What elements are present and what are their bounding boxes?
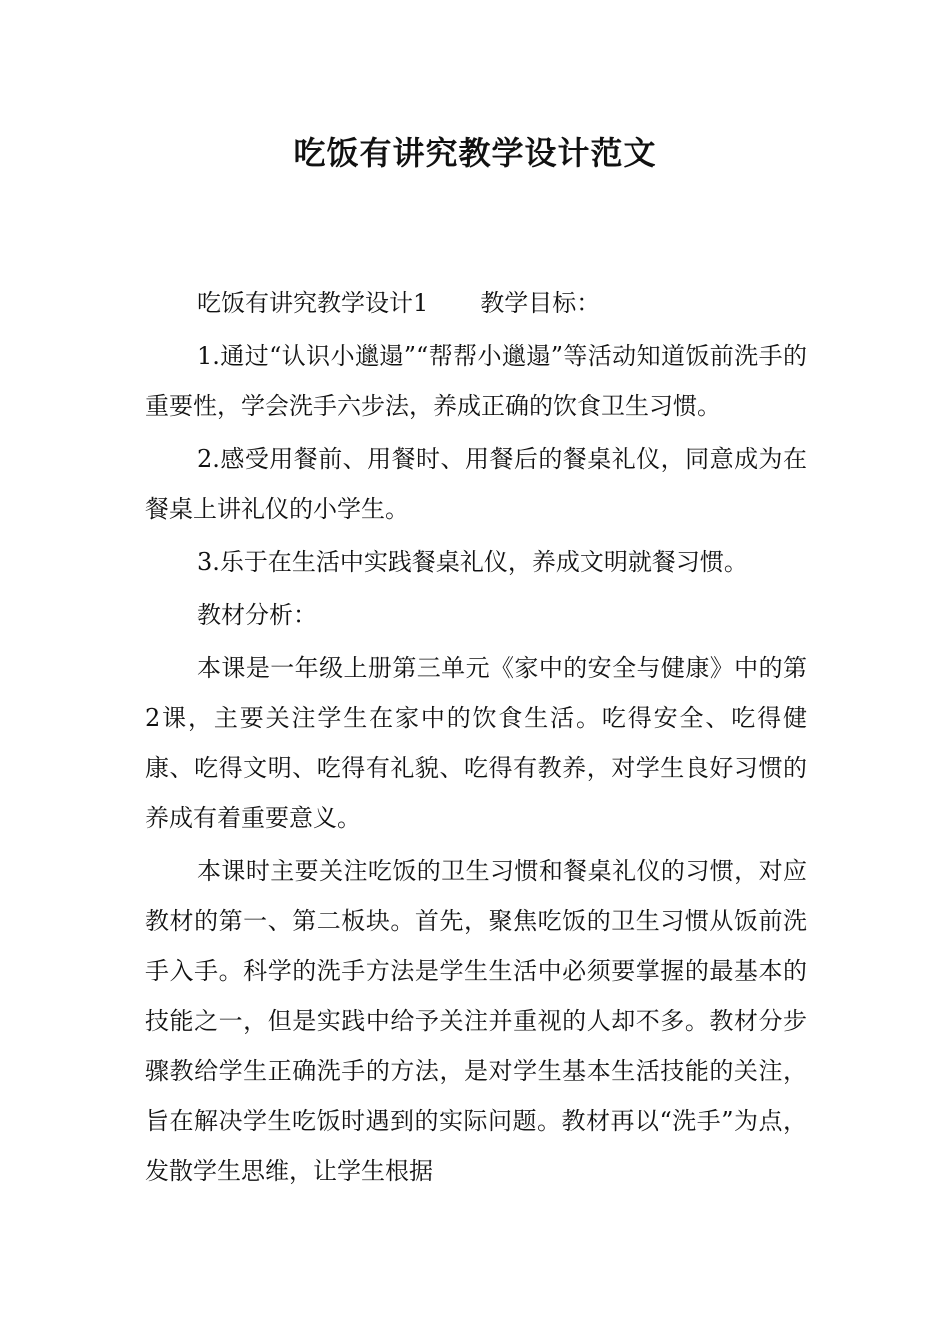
objectives-heading: 教学目标： [480,289,601,317]
materials-analysis-heading: 教材分析： [197,601,317,629]
document-body [145,278,807,1196]
paragraph-objective-1: 1.通过“认识小邋遢”“帮帮小邋遢”等活动知道饭前洗手的重要性，学会洗手六步法，养成正确的饮食卫生习惯。 [145,342,807,420]
section-heading: 吃饭有讲究教学设计1 [197,289,429,317]
paragraph-objective-2: 2.感受用餐前、用餐时、用餐后的餐桌礼仪，同意成为在餐桌上讲礼仪的小学生。 [145,445,807,523]
paragraph-analysis-2: 本课时主要关注吃饭的卫生习惯和餐桌礼仪的习惯，对应教材的第一、第二板块。首先，聚焦吃饭的卫生习惯从饭前洗手入手。科学的洗手方法是学生生活中必须要掌握的最基本的技能之一，但是实践中给予关注并重视的人却不多。教材分步骤教给学生正确洗手的方法，是对学生基本生活技能的关注，旨在解决学生吃饭时遇到的实际问题。教材再以“洗手”为点，发散学生思维，让学生根据 [145,857,807,1185]
document-title: 吃饭有讲究教学设计范文 [293,134,657,172]
paragraph-objective-3: 3.乐于在生活中实践餐桌礼仪，养成文明就餐习惯。 [197,548,748,576]
first-line [145,278,807,328]
paragraph-analysis-1: 本课是一年级上册第三单元《家中的安全与健康》中的第2课，主要关注学生在家中的饮食生活。吃得安全、吃得健康、吃得文明、吃得有礼貌、吃得有教养，对学生良好习惯的养成有着重要意义。 [145,654,807,832]
